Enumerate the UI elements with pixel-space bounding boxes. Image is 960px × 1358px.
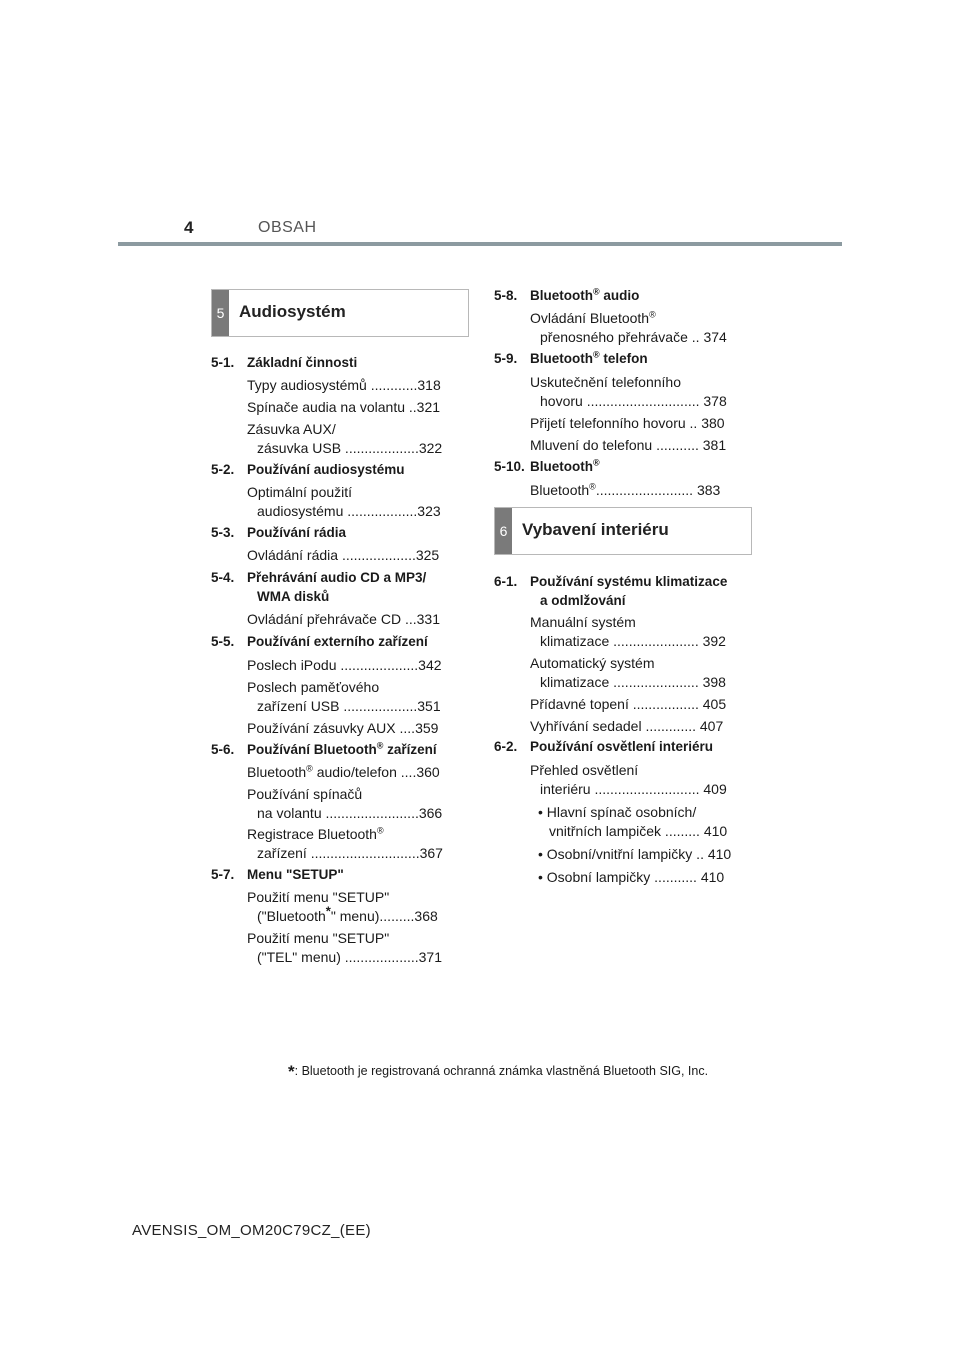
toc-entry[interactable]: Manuální systém (530, 614, 636, 630)
section-title-cont: WMA disků (257, 589, 330, 604)
toc-entry[interactable]: Ovládání Bluetooth® (530, 309, 656, 326)
toc-entry[interactable]: Vyhřívání sedadel ............. 407 (530, 718, 724, 734)
section-number: 5-3. (211, 525, 235, 540)
toc-entry[interactable]: Optimální použití (247, 484, 353, 500)
header-rule (118, 242, 842, 246)
toc-entry[interactable]: Přídavné topení ................. 405 (530, 696, 727, 712)
section-number: 5-8. (494, 288, 518, 303)
section-title: Používání Bluetooth® zařízení (247, 740, 437, 757)
section-number: 6-2. (494, 739, 518, 754)
toc-entry[interactable]: ("TEL" menu) ...................371 (257, 949, 443, 965)
section-title: Používání externího zařízení (247, 634, 428, 649)
registered-mark: ® (376, 740, 384, 751)
section-number: 5-1. (211, 355, 235, 370)
toc-entry[interactable]: zařízení ............................367 (257, 845, 443, 861)
toc-entry[interactable]: Zásuvka AUX/ (247, 421, 336, 437)
toc-entry[interactable]: Mluvení do telefonu ........... 381 (530, 437, 727, 453)
section-title: Bluetooth® telefon (530, 349, 648, 366)
page-number: 4 (184, 218, 194, 237)
toc-entry[interactable]: Uskutečnění telefonního (530, 374, 681, 390)
section-title: Bluetooth® audio (530, 286, 640, 303)
chapter-5-box[interactable] (211, 289, 469, 337)
toc-entry[interactable]: Ovládání přehrávače CD ...331 (247, 611, 440, 627)
registered-mark: ® (593, 349, 600, 360)
toc-entry[interactable]: Bluetooth® audio/telefon ....360 (247, 763, 440, 780)
toc-entry[interactable]: Spínače audia na volantu ..321 (247, 399, 441, 415)
section-title: Používání audiosystému (247, 462, 405, 477)
page-title: OBSAH (258, 219, 317, 236)
section-number: 5-5. (211, 634, 235, 649)
section-title: Bluetooth® (530, 457, 600, 474)
toc-entry[interactable]: klimatizace ...................... 392 (540, 633, 726, 649)
section-title-cont: a odmlžování (540, 593, 626, 608)
section-title: Používání osvětlení interiéru (530, 739, 714, 754)
toc-entry[interactable]: zásuvka USB ...................322 (257, 440, 443, 456)
toc-entry[interactable]: zařízení USB ...................351 (257, 698, 441, 714)
toc-entry[interactable]: audiosystému ..................323 (257, 503, 441, 519)
toc-entry[interactable]: Ovládání rádia ...................325 (247, 547, 440, 563)
section-title: Základní činnosti (247, 355, 358, 370)
footnote (288, 1062, 708, 1082)
toc-entry[interactable]: Automatický systém (530, 655, 655, 671)
registered-mark: ® (376, 825, 384, 836)
toc-entry[interactable]: Používání spínačů (247, 786, 363, 802)
registered-mark: ® (306, 763, 313, 774)
chapter-6-box[interactable] (494, 507, 752, 555)
toc-entry[interactable]: • Osobní lampičky ........... 410 (538, 869, 725, 885)
toc-entry[interactable]: Používání zásuvky AUX ....359 (247, 720, 439, 736)
chapter-6-tab: 6 (495, 508, 512, 554)
section-title: Používání systému klimatizace (530, 574, 728, 589)
toc-entry[interactable]: interiéru ........................... 409 (540, 781, 727, 797)
toc-entry[interactable]: hovoru ............................. 378 (540, 393, 727, 409)
section-title: Používání rádia (247, 525, 347, 540)
footnote-text: : Bluetooth je registrovaná ochranná známka vlastněná Bluetooth SIG, Inc. (294, 1064, 709, 1078)
asterisk-mark: * (288, 1062, 295, 1081)
asterisk-mark: * (325, 903, 331, 919)
section-number: 5-10. (494, 459, 525, 474)
chapter-6-title: Vybavení interiéru (522, 520, 669, 539)
section-number: 5-6. (211, 742, 235, 757)
section-number: 5-7. (211, 867, 235, 882)
toc-entry[interactable]: klimatizace ...................... 398 (540, 674, 726, 690)
toc-entry[interactable]: Přijetí telefonního hovoru .. 380 (530, 415, 725, 431)
toc-entry[interactable]: Poslech paměťového (247, 679, 380, 695)
toc-entry[interactable]: • Hlavní spínač osobních/ (538, 804, 697, 820)
document-code: AVENSIS_OM_OM20C79CZ_(EE) (132, 1222, 371, 1239)
toc-entry[interactable]: Typy audiosystémů ............318 (247, 377, 441, 393)
toc-entry[interactable]: Registrace Bluetooth® (247, 825, 384, 842)
toc-entry[interactable]: Použití menu "SETUP" (247, 930, 390, 946)
section-number: 5-4. (211, 570, 235, 585)
chapter-5-title: Audiosystém (239, 302, 346, 321)
toc-entry[interactable]: přenosného přehrávače .. 374 (540, 329, 727, 345)
section-number: 6-1. (494, 574, 518, 589)
toc-entry[interactable]: na volantu ........................366 (257, 805, 443, 821)
toc-entry[interactable]: Bluetooth®......................... 383 (530, 481, 721, 498)
section-number: 5-9. (494, 351, 518, 366)
toc-entry[interactable]: • Osobní/vnitřní lampičky .. 410 (538, 846, 732, 862)
registered-mark: ® (589, 481, 596, 492)
section-title: Přehrávání audio CD a MP3/ (247, 570, 427, 585)
registered-mark: ® (649, 309, 656, 320)
toc-entry[interactable]: Poslech iPodu ....................342 (247, 657, 442, 673)
toc-entry[interactable]: Použití menu "SETUP" (247, 889, 390, 905)
chapter-5-tab: 5 (212, 290, 229, 336)
toc-entry[interactable]: vnitřních lampiček ......... 410 (549, 823, 728, 839)
registered-mark: ® (593, 457, 600, 468)
registered-mark: ® (593, 286, 600, 297)
toc-entry[interactable]: ("Bluetooth*" menu).........368 (257, 903, 438, 924)
toc-entry[interactable]: Přehled osvětlení (530, 762, 639, 778)
section-title: Menu "SETUP" (247, 867, 344, 882)
section-number: 5-2. (211, 462, 235, 477)
